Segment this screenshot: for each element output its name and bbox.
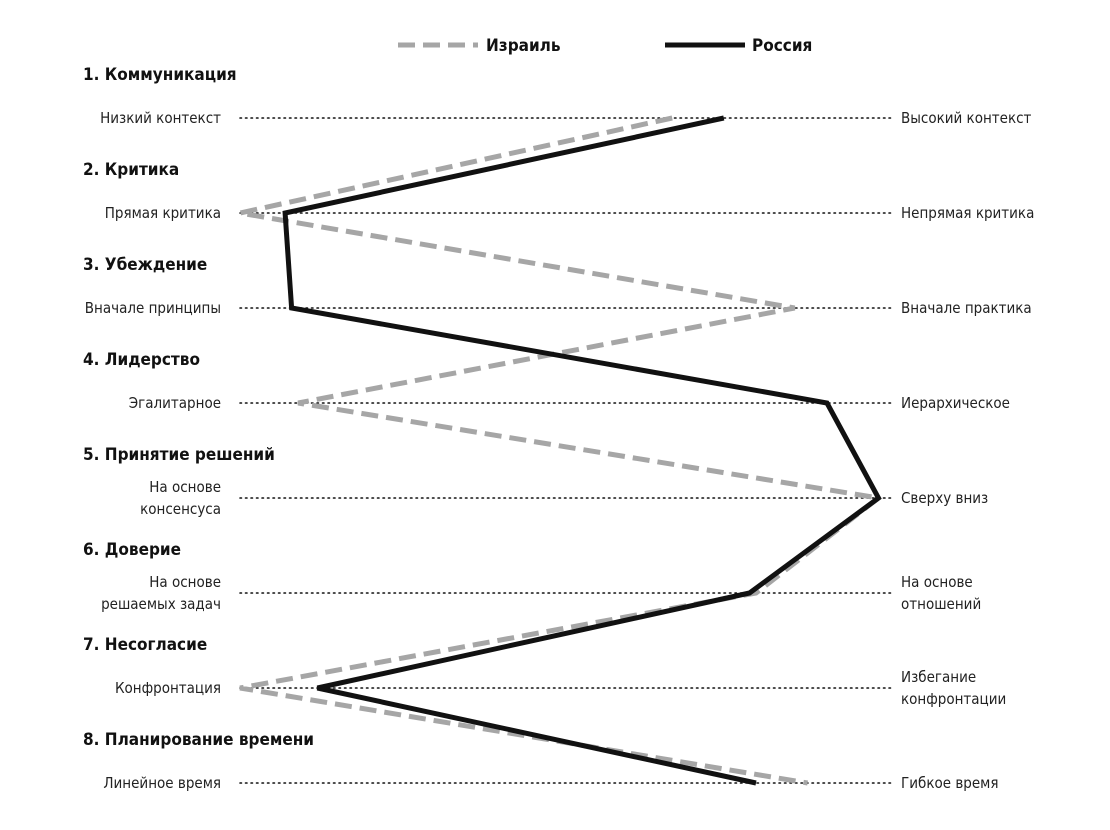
left-pole-label: Линейное время <box>103 774 221 792</box>
dimension-title: 6. Доверие <box>83 540 181 560</box>
dimension-row <box>83 160 1034 222</box>
right-pole-label: Непрямая критика <box>901 204 1035 222</box>
legend-item <box>398 36 561 56</box>
dimension-row <box>83 255 1032 317</box>
left-pole-label: решаемых задач <box>101 595 221 613</box>
right-pole-label: Гибкое время <box>901 774 999 792</box>
dimension-row <box>83 445 988 518</box>
left-pole-label: На основе <box>149 478 221 496</box>
right-pole-label: Иерархическое <box>901 394 1010 412</box>
dimension-rows <box>83 65 1034 792</box>
dimension-title: 8. Планирование времени <box>83 730 314 750</box>
right-pole-label: На основе <box>901 573 973 591</box>
right-pole-label: конфронтации <box>901 690 1007 708</box>
left-pole-label: Низкий контекст <box>100 109 221 127</box>
right-pole-label: отношений <box>901 595 982 613</box>
dimension-title: 7. Несогласие <box>83 635 208 655</box>
right-pole-label: Избегание <box>901 668 977 686</box>
legend-item <box>665 36 812 56</box>
legend-label: Россия <box>752 36 813 56</box>
series-line-russia <box>285 118 878 783</box>
dimension-row <box>83 65 1032 127</box>
legend-label: Израиль <box>486 36 561 56</box>
left-pole-label: Прямая критика <box>104 204 221 222</box>
left-pole-label: На основе <box>149 573 221 591</box>
dimension-title: 4. Лидерство <box>83 350 200 370</box>
dimension-title: 3. Убеждение <box>83 255 208 275</box>
dimension-title: 1. Коммуникация <box>83 65 237 85</box>
dimension-row <box>83 635 1006 708</box>
legend <box>398 36 812 56</box>
dimension-title: 2. Критика <box>83 160 180 180</box>
right-pole-label: Вначале практика <box>901 299 1032 317</box>
right-pole-label: Высокий контекст <box>901 109 1032 127</box>
left-pole-label: консенсуса <box>140 500 221 518</box>
dimension-row <box>83 350 1010 412</box>
left-pole-label: Конфронтация <box>114 679 221 697</box>
dimension-title: 5. Принятие решений <box>83 445 275 465</box>
series-lines <box>240 118 879 783</box>
left-pole-label: Вначале принципы <box>84 299 221 317</box>
dimension-row <box>83 540 981 613</box>
left-pole-label: Эгалитарное <box>128 394 221 412</box>
right-pole-label: Сверху вниз <box>901 489 989 507</box>
